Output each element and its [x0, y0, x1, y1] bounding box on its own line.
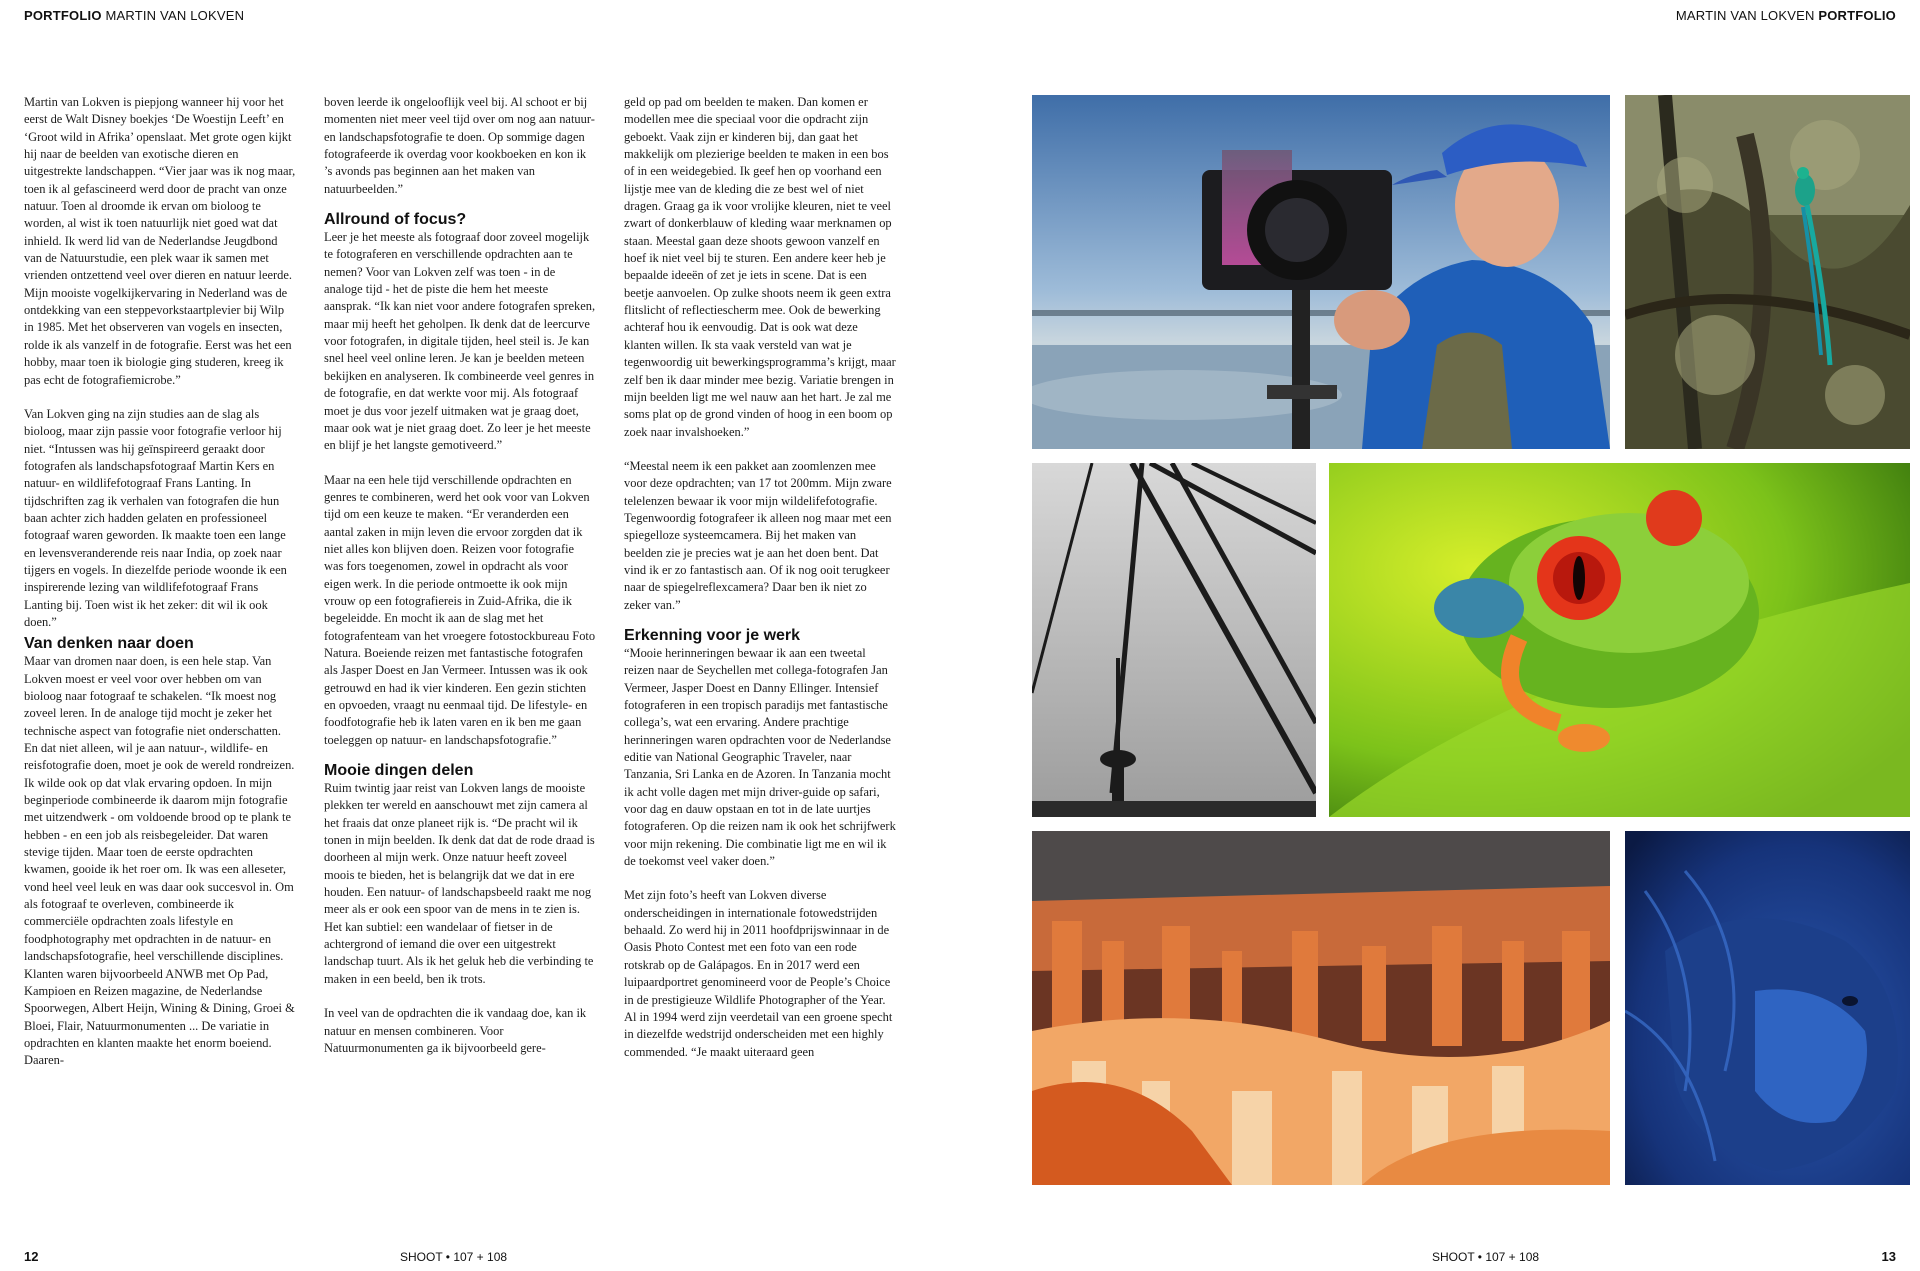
paragraph: boven leerde ik ongelooflijk veel bij. Al schoot er bij momenten niet meer veel tijd over om nog aan natuur- en landschapsfotografie te doen. Op sommige dagen fotografeerde ik overdag voor kookboeken en kon ik ’s avonds pas beginnen aan het maken van natuurbeelden.” [324, 95, 595, 196]
subheading: Van denken naar doen [24, 635, 194, 653]
article-column-3 [624, 94, 896, 1061]
paragraph: “Mooie herinneringen bewaar ik aan een tweetal reizen naar de Seychellen met collega-fotografen Jan Vermeer, Jasper Doest en Danny Ellinger. Intensief fotograferen in een tropisch paradijs met fantastische collega’s, wat een ervaring. Andere prachtige herinneringen waren opdrachten voor de Nederlandse editie van National Geographic Traveler, naar Tanzania, Sri Lanka en de Azoren. In Tanzania mocht ik acht volle dagen met mijn driver-guide op safari, voor dag en dauw opstaan en tot in de late uurtjes fotograferen. Op die reizen nam ik ook het schrijfwerk voor mijn rekening. Die combinatie ligt me en wil ik de toekomst veel vaker doen.” [624, 645, 896, 869]
article-column-2 [324, 94, 596, 1057]
subheading: Erkenning voor je werk [624, 626, 801, 644]
author-name: MARTIN VAN LOKVEN [105, 8, 245, 23]
paragraph: Leer je het meeste als fotograaf door zoveel mogelijk te fotograferen en verschillende opdrachten aan te nemen? Voor van Lokven zelf was toen - in de analoge tijd - het de piste die hem het meeste aansprak. “Ik kan niet voor andere fotografen spreken, maar mij heeft het geholpen. Ik denk dat de leercurve voor fotografen, in digitale tijden, heel steil is. Je kan snel heel veel online leren. Je kan je beelden meteen bekijken en analyseren. Ik combineerde veel genres in de fotografie, en dat werkte voor mij. Als fotograaf moet je dus voor jezelf uitmaken wat je graag doet, maar ook wat je niet graag doet. Zo leer je het meeste en blijf je het langste gemotiveerd.” [324, 230, 596, 453]
author-name: MARTIN VAN LOKVEN [1675, 8, 1815, 23]
paragraph: Van Lokven ging na zijn studies aan de slag als bioloog, maar zijn passie voor fotografie verloor hij niet. “Intussen was hij geïnspireerd geraakt door fotografen als landschapsfotograaf Martin Kers en natuur- en wildlifefotograaf Frans Lanting. In tijdschriften zag ik verhalen van fotografen die hun baan achter zich hadden gelaten en professioneel fotograaf waren geworden. Ik maakte toen een lange en levensveranderende reis naar India, op zoek naar tijgers en vogels. In diezelfde periode woonde ik een inspirerende lezing van wildlifefotograaf Frans Lanting bij. Toen wist ik het zeker: dit wil ik ook doen.” [24, 406, 287, 629]
page-number-left: 12 [24, 1249, 39, 1264]
running-head-right [1676, 8, 1896, 23]
paragraph: Met zijn foto’s heeft van Lokven diverse onderscheidingen in internationale fotowedstrijden behaald. Zo werd hij in 2011 hoofdprijswinnaar in de Oasis Photo Contest met een foto van een rode rotskrab op de Galápagos. En in 2017 werd een luipaardportret genomineerd voor de People’s Choice in de prestigieuze Wildlife Photographer of the Year. Al in 1994 werd zijn veerdetail van een groene specht in diezelfde wedstrijd onderscheiden met een highly commended. “Je maakt uiteraard geen [624, 888, 893, 1059]
photo-canyon-hoodoos [1032, 831, 1610, 1185]
page-number-right: 13 [1881, 1249, 1896, 1264]
section-label: PORTFOLIO [1818, 8, 1896, 23]
section-label: PORTFOLIO [24, 8, 102, 23]
photo-bird-in-tree [1625, 95, 1910, 449]
paragraph: “Meestal neem ik een pakket aan zoomlenzen mee voor deze opdrachten; van 17 tot 200mm. Mijn zware telelenzen bewaar ik voor mijn wildelifefotografie. Tegenwoordig fotografeer ik alleen nog maar met een spiegelloze systeemcamera. Bij het maken van beelden zie je precies wat je aan het doen bent. Dat vind ik er zo fantastisch aan. Of ik nog ooit terugkeer naar de spiegelreflexcamera? Daar ben ik niet zo zeker van.” [624, 458, 892, 612]
article-column-1 [24, 94, 296, 1070]
paragraph: Ruim twintig jaar reist van Lokven langs de mooiste plekken ter wereld en aanschouwt met zijn camera al het fraais dat onze planeet rijk is. “De pracht wil ik tonen in mijn beelden. Ik denk dat dat de rode draad is doorheen al mijn werk. Onze natuur heeft zoveel moois te bieden, het is belangrijk dat we dat in ere houden. Een natuur- of landschapsbeeld raakt me nog meer als er ook een spoor van de mens in te zien is. Het kan subtiel: een wandelaar of fietser in de achtergrond of iemand die over een uitgestrekt landschap tuurt. Als ik het geluk heb die verbinding te maken in een beeld, ben ik trots. [324, 781, 595, 986]
paragraph: Maar van dromen naar doen, is een hele stap. Van Lokven moest er veel voor over hebben om van bioloog naar fotograaf te schakelen. “Ik moest nog zoveel leren. In de analoge tijd mocht je zeker het technische aspect van fotografie niet onderschatten. En dat niet alleen, wil je aan natuur-, wildlife- en reisfotografie doen, moet je ook de wereld rondreizen. Ik wilde ook op dat vlak ervaring opdoen. In mijn beginperiode combineerde ik daarom mijn fotografie met uitzendwerk - om voldoende brood op te plank te hebben - en een job als reisbegeleider. Dat waren stevige tijden. Maar toen de eerste opdrachten kwamen, gooide ik het roer om. Ik was een alleseter, vond heel veel leuk en was daar ook succesvol in. Om als fotograaf te overleven, combineerde ik commerciële opdrachten zoals lifestyle en foodphotography met opdrachten in de natuur- en landschapsfotografie, heel verschillende disciplines. Klanten waren bijvoorbeeld ANWB met Op Pad, Kampioen en Reizen magazine, de Nederlandse Spoorwegen, Albert Heijn, Wining & Dining, Groei & Bloei, Flair, Natuurmonumenten ... De variatie in opdrachten en klanten maakte het enorm boeiend. Daaren- [24, 654, 295, 1068]
paragraph: Martin van Lokven is piepjong wanneer hij voor het eerst de Walt Disney boekjes ‘De Woestijn Leeft’ en ‘Groot wild in Afrika’ openslaat. Met grote ogen kijkt hij naar de beelden van exotische dieren en uitgestrekte landschappen. “Vier jaar was ik nog maar, toen ik al gefascineerd werd door de pracht van onze natuur. Toen al droomde ik ervan om bioloog te worden, al wist ik toen natuurlijk niet goed wat dat inhield. Ik werd lid van de Nederlandse Jeugdbond van de Natuurstudie, een plek waar ik samen met vrienden ontzettend veel over dieren en natuur leerde. Mijn mooiste vogelkijkervaring in Nederland was de ontdekking van een steppevorkstaartplevier bij Wilp in 1985. Met het observeren van vogels en insecten, rolde ik als vanzelf in de fotografie. Eerst was het een hobby, maar toen ik biologie ging studeren, kreeg ik pas echt de fotografiemicrobe.” [24, 95, 296, 387]
subheading: Mooie dingen delen [324, 762, 474, 780]
running-head-left [24, 8, 244, 23]
photo-blue-lion [1625, 831, 1910, 1185]
photo-tree-frog [1329, 463, 1910, 817]
photo-photographer-portrait [1032, 95, 1610, 449]
paragraph: In veel van de opdrachten die ik vandaag doe, kan ik natuur en mensen combineren. Voor Natuurmonumenten ga ik bijvoorbeeld gere- [324, 1006, 587, 1055]
photo-bridge-tower [1032, 463, 1316, 817]
magazine-issue-right: SHOOT • 107 + 108 [1432, 1250, 1540, 1264]
subheading: Allround of focus? [324, 211, 467, 229]
paragraph: geld op pad om beelden te maken. Dan komen er modellen mee die speciaal voor die opdracht zijn geboekt. Vaak zijn er kinderen bij, dan gaat het makkelijk om plezierige beelden te maken in een bos of in een weidegebied. Ik geef hen op voorhand een lijstje mee van de kleding die ze best wel of niet dragen. Graag ga ik voor vrolijke kleuren, niet te veel zwart of donkerblauw of kleding waar merknamen op staan. Meestal gaan deze shoots gewoon vanzelf en hoef ik niet veel bij te sturen. Een andere keer heb je bepaalde ideeën of zet je iets in scene. Dat is een beetje aanvoelen. Op zulke shoots neem ik geen extra flitslicht of reflectiescherm mee. Ook de bewerking achteraf hou ik eenvoudig. Dat is ook wat deze klanten willen. Ik sta vaak versteld van wat je tegenwoordig uit bewerkingsprogramma’s krijgt, maar zelf ben ik daar minder mee bezig. Variatie brengen in mijn beelden ligt me wel nauw aan het hart. Je zal me soms plat op de grond vinden of hoog in een boom op zoek naar invalshoeken.” [624, 95, 896, 439]
magazine-issue-left: SHOOT • 107 + 108 [400, 1250, 508, 1264]
paragraph: Maar na een hele tijd verschillende opdrachten en genres te combineren, werd het ook voor van Lokven tijd om een keuze te maken. “Er veranderden een aantal zaken in mijn leven die ervoor zorgden dat ik niet alles kon blijven doen. Reizen voor fotografie was fors toegenomen, zowel in opdracht als voor eigen werk. In die periode ontmoette ik ook mijn vrouw op een fotografiereis in Zuid-Afrika, die ik begeleidde. En mocht ik aan de slag met het fotografenteam van het vroegere fotostockbureau Foto Natura. Boeiende reizen met fantastische fotografen als Jasper Doest en Jan Vermeer. Intussen was ik ook getrouwd en had ik vier kinderen. Een gezin stichten en opvoeden, vraagt nu eenmaal tijd. De lifestyle- en foodfotografie heb ik laten varen en ik ben me gaan toeleggen op natuur- en landschapsfotografie.” [324, 472, 596, 747]
